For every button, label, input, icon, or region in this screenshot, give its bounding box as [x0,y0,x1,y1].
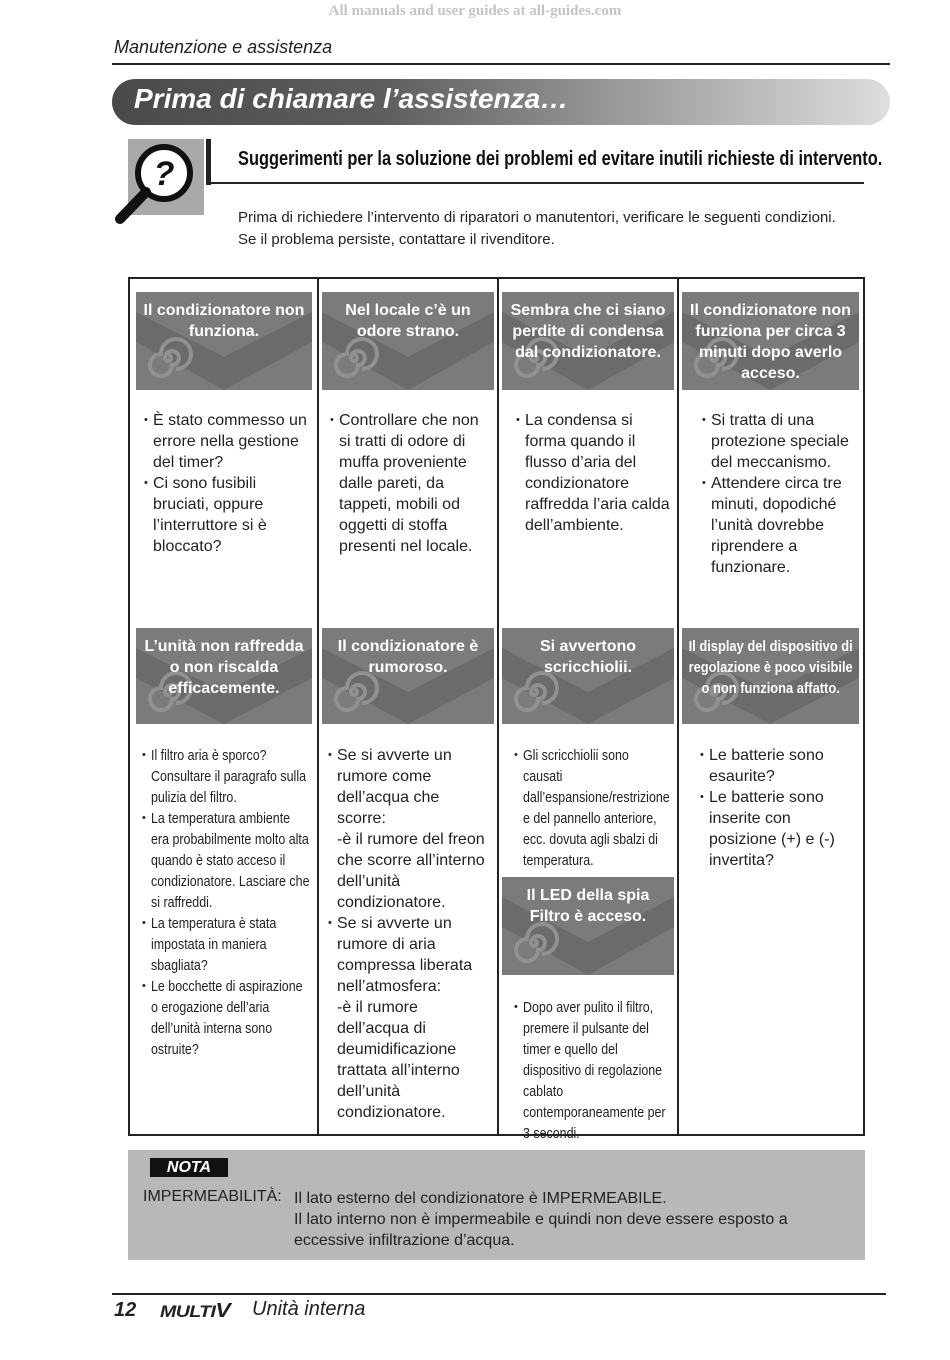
magnifier-question-icon [108,137,208,229]
cell-header [136,292,312,390]
cell-title: Nel locale c’è un odore strano. [345,302,471,340]
cell-list [516,410,676,536]
column-divider [497,279,499,1134]
intro-line-2: Se il problema persiste, contattare il rivenditore. [238,231,555,248]
heading-rule [211,182,864,184]
list-item: • Ci sono fusibili bruciati, oppure l’interruttore si è bloccato? [144,473,312,557]
list-item: • Le batterie sono esaurite? [700,745,858,787]
cell-list [514,997,672,1144]
list-item [514,997,672,1144]
cell-header [682,292,859,390]
header-rule [112,63,890,65]
list-item [328,745,492,913]
cell-list [700,745,858,871]
cell-list [330,410,490,557]
list-item [142,913,312,976]
intro-text [238,207,868,251]
footer-label: Unità interna [252,1298,366,1320]
cell-header [502,292,674,390]
cell-header [502,628,674,724]
list-item [142,808,312,913]
troubleshooting-grid [128,277,865,1142]
cell-list [702,410,854,578]
cell-title: Il display del dispositivo di regolazione è poco visibile o non funziona affatto. [688,638,853,697]
footer-rule [112,1293,886,1295]
list-item: • Attendere circa tre minuti, dopodiché l’unità dovrebbe riprendere a funzionare. [702,473,854,578]
section-title: Manutenzione e assistenza [114,37,333,57]
cell-title: Si avvertono scricchiolii. [539,638,637,676]
intro-line-1: Prima di richiedere l’intervento di riparatori o manutentori, verificare le seguenti condizioni. [238,209,836,226]
list-item-text: La temperatura ambiente era probabilmente molto alta quando è stato acceso il condizionatore. Lasciare che si raffreddi. [151,810,310,911]
cell-list [142,745,312,1060]
cell-list [144,410,312,557]
list-item [328,913,492,1123]
list-item-text: • Se si avverte un rumore di aria compressa liberata nell’atmosfera: [337,915,473,995]
brand-v: V [215,1300,231,1322]
brand-logo [160,1300,230,1323]
page-number: 12 [114,1299,137,1321]
page-title: Prima di chiamare l’assistenza… [134,83,569,114]
cell-list [328,745,492,1123]
cell-title: Il condizionatore non funziona per circa 3 minuti dopo averlo acceso. [690,302,851,382]
list-item: • Le batterie sono inserite con posizione (+) e (-) invertita? [700,787,858,871]
list-item-text: • Se si avverte un rumore come dell’acqua che scorre: [337,747,452,827]
heading-accent-bar [206,139,211,185]
title-banner [112,79,890,125]
cell-header [502,877,674,975]
cell-list [514,745,672,871]
note-line-1: Il lato esterno del condizionatore è IMPERMEABILE. [294,1190,667,1207]
list-item [142,745,312,808]
list-item [514,745,672,871]
list-item-text: La temperatura è stata impostata in maniera sbagliata? [151,915,277,974]
list-item-text: Il filtro aria è sporco?Consultare il paragrafo sulla pulizia del filtro. [151,747,307,806]
list-item: • Si tratta di una protezione speciale del meccanismo. [702,410,854,473]
list-item: • È stato commesso un errore nella gestione del timer? [144,410,312,473]
svg-text:?: ? [153,155,175,193]
list-item: • Controllare che non si tratti di odore di muffa proveniente dalle pareti, da tappeti, mobili od oggetti di stoffa presenti nel locale. [330,410,490,557]
cell-title: Il condizionatore è rumoroso. [337,638,479,676]
cell-title: Sembra che ci siano perdite di condensa dal condizionatore. [510,302,666,361]
note-tag: NOTA [150,1158,228,1177]
cell-header [682,628,859,724]
note-line-2: Il lato interno non è impermeabile e quindi non deve essere esposto a eccessive infiltrazione d’acqua. [294,1211,788,1249]
list-item: • La condensa si forma quando il flusso d’aria del condizionatore raffredda l’aria calda dell’ambiente. [516,410,676,536]
cell-title: Il condizionatore non funziona. [143,302,305,340]
tips-heading: Suggerimenti per la soluzione dei problemi ed evitare inutili richieste di intervento. [238,148,883,170]
brand-name: MULTI [160,1302,216,1321]
note-text [294,1188,854,1251]
list-subitem: -è il rumore del freon che scorre all’interno dell’unità condizionatore. [337,831,485,911]
note-box [128,1150,865,1260]
cell-title: L’unità non raffredda o non riscalda efficacemente. [144,638,304,697]
list-item [142,976,312,1060]
list-item-text: Dopo aver pulito il filtro, premere il pulsante del timer e quello del dispositivo di regolazione cablato contemporaneamente per 3 secondi. [523,999,666,1142]
list-item-text: Gli scricchiolii sono causati dall’espansione/restrizione e del pannello anteriore, ecc. dovuta agli sbalzi di temperatura. [523,747,670,869]
list-subitem: -è il rumore dell’acqua di deumidificazione trattata all’interno dell’unità condizionatore. [337,999,460,1121]
cell-header [322,628,494,724]
cell-header [322,292,494,390]
list-item-text: Le bocchette di aspirazione o erogazione dell’aria dell’unità interna sono ostruite? [151,978,303,1058]
note-label: IMPERMEABILITÀ: [143,1188,282,1205]
cell-header [136,628,312,724]
cell-title: Il LED della spia Filtro è acceso. [526,887,650,925]
watermark: All manuals and user guides at all-guides.com [328,3,622,19]
